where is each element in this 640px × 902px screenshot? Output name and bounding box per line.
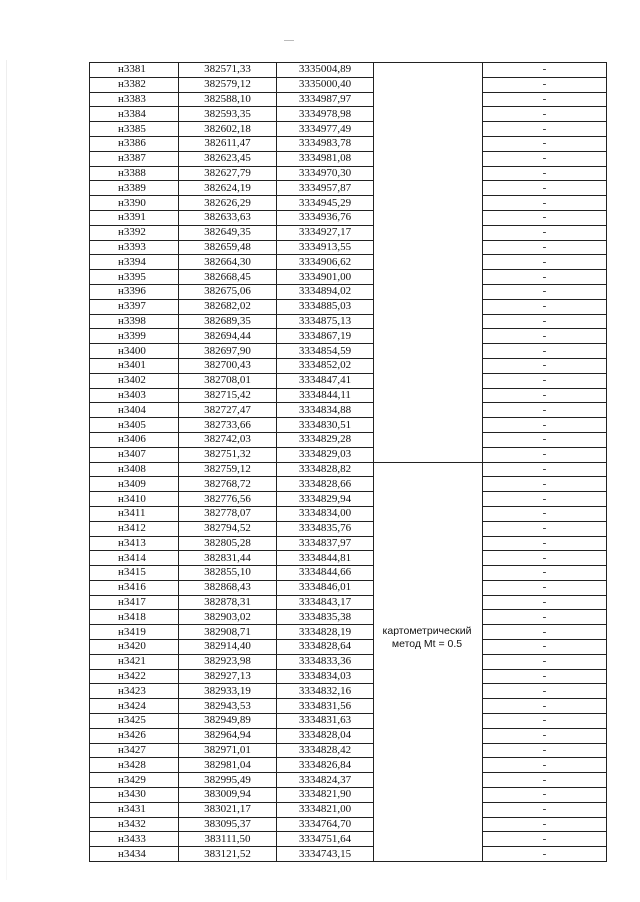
coordinates-table-body [90,63,607,862]
coord-x: 382593,35 [179,107,277,122]
point-id: н3433 [90,832,179,847]
coord-y: 3334977,49 [277,122,374,137]
coord-y: 3334828,64 [277,640,374,655]
coord-y: 3334828,04 [277,728,374,743]
point-id: н3400 [90,344,179,359]
table-row [90,136,607,151]
point-id: н3434 [90,847,179,862]
coord-y: 3334957,87 [277,181,374,196]
point-id: н3416 [90,580,179,595]
point-id: н3385 [90,122,179,137]
dash-cell: - [483,699,607,714]
table-row [90,817,607,832]
table-row [90,788,607,803]
coord-y: 3334978,98 [277,107,374,122]
table-row [90,122,607,137]
table-row [90,240,607,255]
point-id: н3410 [90,492,179,507]
dash-cell: - [483,773,607,788]
table-row [90,595,607,610]
coord-x: 382831,44 [179,551,277,566]
point-id: н3422 [90,669,179,684]
point-id: н3426 [90,728,179,743]
point-id: н3431 [90,802,179,817]
dash-cell: - [483,240,607,255]
coord-y: 3334824,37 [277,773,374,788]
table-row [90,284,607,299]
coord-y: 3334828,19 [277,625,374,640]
point-id: н3381 [90,63,179,78]
table-row [90,432,607,447]
dash-cell: - [483,817,607,832]
table-row [90,373,607,388]
coord-y: 3334828,66 [277,477,374,492]
table-row [90,92,607,107]
point-id: н3404 [90,403,179,418]
dash-cell: - [483,788,607,803]
coord-y: 3334847,41 [277,373,374,388]
dash-cell: - [483,77,607,92]
coord-x: 382805,28 [179,536,277,551]
dash-cell: - [483,743,607,758]
coord-y: 3334831,63 [277,714,374,729]
dash-cell: - [483,462,607,477]
dash-cell: - [483,136,607,151]
coord-y: 3334832,16 [277,684,374,699]
point-id: н3387 [90,151,179,166]
coord-x: 382794,52 [179,521,277,536]
dash-cell: - [483,166,607,181]
point-id: н3403 [90,388,179,403]
coord-y: 3334875,13 [277,314,374,329]
point-id: н3383 [90,92,179,107]
coord-x: 382588,10 [179,92,277,107]
table-row [90,151,607,166]
dash-cell: - [483,625,607,640]
coord-x: 382908,71 [179,625,277,640]
coord-y: 3334833,36 [277,654,374,669]
point-id: н3401 [90,358,179,373]
table-row [90,299,607,314]
dash-cell: - [483,832,607,847]
coord-x: 383009,94 [179,788,277,803]
table-row [90,521,607,536]
method-cell-lower [374,462,483,862]
coord-x: 383095,37 [179,817,277,832]
coord-y: 3334852,02 [277,358,374,373]
point-id: н3393 [90,240,179,255]
coord-x: 382878,31 [179,595,277,610]
point-id: н3430 [90,788,179,803]
method-cell-upper [374,63,483,463]
dash-cell: - [483,418,607,433]
dash-cell: - [483,63,607,78]
coord-x: 382664,30 [179,255,277,270]
coord-y: 3334835,38 [277,610,374,625]
point-id: н3384 [90,107,179,122]
point-id: н3399 [90,329,179,344]
point-id: н3412 [90,521,179,536]
point-id: н3417 [90,595,179,610]
coordinates-table [89,62,607,862]
table-row [90,492,607,507]
coord-y: 3334764,70 [277,817,374,832]
coord-x: 382778,07 [179,506,277,521]
dash-cell: - [483,151,607,166]
point-id: н3427 [90,743,179,758]
coord-y: 3334854,59 [277,344,374,359]
point-id: н3388 [90,166,179,181]
coord-y: 3334843,17 [277,595,374,610]
dash-cell: - [483,580,607,595]
method-note [371,625,483,651]
coord-y: 3334829,03 [277,447,374,462]
coord-x: 383111,50 [179,832,277,847]
table-row [90,388,607,403]
table-row [90,166,607,181]
coord-y: 3334894,02 [277,284,374,299]
coord-x: 382964,94 [179,728,277,743]
coord-y: 3334844,66 [277,566,374,581]
table-row [90,684,607,699]
point-id: н3391 [90,210,179,225]
coord-x: 382649,35 [179,225,277,240]
dash-cell: - [483,477,607,492]
coord-x: 382697,90 [179,344,277,359]
table-row [90,477,607,492]
coord-x: 382927,13 [179,669,277,684]
dash-cell: - [483,388,607,403]
coord-y: 3334829,28 [277,432,374,447]
coord-y: 3334885,03 [277,299,374,314]
coord-y: 3334828,82 [277,462,374,477]
coord-y: 3334834,88 [277,403,374,418]
table-row [90,610,607,625]
table-row [90,77,607,92]
dash-cell: - [483,640,607,655]
table-row [90,196,607,211]
point-id: н3407 [90,447,179,462]
coord-x: 382914,40 [179,640,277,655]
dash-cell: - [483,329,607,344]
dash-cell: - [483,270,607,285]
dash-cell: - [483,654,607,669]
coord-y: 3334913,55 [277,240,374,255]
coord-y: 3334936,76 [277,210,374,225]
point-id: н3402 [90,373,179,388]
coord-y: 3334987,97 [277,92,374,107]
table-row [90,63,607,78]
coord-y: 3334837,97 [277,536,374,551]
coord-y: 3334743,15 [277,847,374,862]
coord-y: 3334981,08 [277,151,374,166]
dash-cell: - [483,758,607,773]
coord-x: 382727,47 [179,403,277,418]
table-row [90,580,607,595]
point-id: н3392 [90,225,179,240]
coord-x: 382742,03 [179,432,277,447]
coord-x: 382682,02 [179,299,277,314]
coord-y: 3334821,00 [277,802,374,817]
dash-cell: - [483,728,607,743]
coord-y: 3335004,89 [277,63,374,78]
coord-x: 382981,04 [179,758,277,773]
coord-y: 3335000,40 [277,77,374,92]
dash-cell: - [483,432,607,447]
table-row [90,225,607,240]
point-id: н3382 [90,77,179,92]
point-id: н3396 [90,284,179,299]
table-row [90,447,607,462]
coord-y: 3334901,00 [277,270,374,285]
coord-y: 3334983,78 [277,136,374,151]
dash-cell: - [483,492,607,507]
table-row [90,758,607,773]
coord-y: 3334844,81 [277,551,374,566]
point-id: н3411 [90,506,179,521]
coord-x: 382733,66 [179,418,277,433]
table-row [90,743,607,758]
coord-x: 382995,49 [179,773,277,788]
table-row [90,210,607,225]
table-row [90,832,607,847]
point-id: н3390 [90,196,179,211]
dash-cell: - [483,802,607,817]
table-row [90,462,607,477]
table-row [90,255,607,270]
table-row [90,329,607,344]
coord-x: 382903,02 [179,610,277,625]
table-row [90,270,607,285]
dash-cell: - [483,373,607,388]
coord-y: 3334828,42 [277,743,374,758]
coord-x: 382700,43 [179,358,277,373]
coord-y: 3334831,56 [277,699,374,714]
point-id: н3405 [90,418,179,433]
coord-y: 3334826,84 [277,758,374,773]
point-id: н3425 [90,714,179,729]
coord-y: 3334829,94 [277,492,374,507]
coord-x: 382668,45 [179,270,277,285]
dash-cell: - [483,225,607,240]
point-id: н3398 [90,314,179,329]
coord-y: 3334834,03 [277,669,374,684]
dash-cell: - [483,314,607,329]
coord-x: 382759,12 [179,462,277,477]
coord-x: 382579,12 [179,77,277,92]
point-id: н3386 [90,136,179,151]
coord-x: 382776,56 [179,492,277,507]
point-id: н3414 [90,551,179,566]
dash-cell: - [483,210,607,225]
point-id: н3395 [90,270,179,285]
point-id: н3406 [90,432,179,447]
point-id: н3429 [90,773,179,788]
dash-cell: - [483,92,607,107]
table-row [90,418,607,433]
point-id: н3408 [90,462,179,477]
dash-cell: - [483,181,607,196]
page-mark [284,40,294,41]
dash-cell: - [483,684,607,699]
coord-x: 382675,06 [179,284,277,299]
point-id: н3413 [90,536,179,551]
coord-x: 382933,19 [179,684,277,699]
table-row [90,107,607,122]
coord-x: 383121,52 [179,847,277,862]
dash-cell: - [483,403,607,418]
point-id: н3420 [90,640,179,655]
dash-cell: - [483,447,607,462]
dash-cell: - [483,299,607,314]
table-row [90,403,607,418]
coord-x: 382943,53 [179,699,277,714]
dash-cell: - [483,669,607,684]
coord-x: 382868,43 [179,580,277,595]
coord-x: 382626,29 [179,196,277,211]
coord-y: 3334927,17 [277,225,374,240]
dash-cell: - [483,506,607,521]
dash-cell: - [483,358,607,373]
coord-y: 3334835,76 [277,521,374,536]
coord-x: 382689,35 [179,314,277,329]
method-line-2: метод Mt = 0.5 [391,638,463,650]
coord-x: 382708,01 [179,373,277,388]
coord-x: 382923,98 [179,654,277,669]
table-row [90,773,607,788]
point-id: н3432 [90,817,179,832]
table-row [90,640,607,655]
coord-y: 3334846,01 [277,580,374,595]
coord-x: 382694,44 [179,329,277,344]
coord-y: 3334751,64 [277,832,374,847]
coord-x: 382611,47 [179,136,277,151]
point-id: н3418 [90,610,179,625]
coord-x: 382602,18 [179,122,277,137]
dash-cell: - [483,610,607,625]
coord-x: 382633,63 [179,210,277,225]
coord-y: 3334867,19 [277,329,374,344]
coord-y: 3334830,51 [277,418,374,433]
method-line-1: картометрический [382,625,472,637]
dash-cell: - [483,551,607,566]
point-id: н3415 [90,566,179,581]
table-row [90,551,607,566]
table-row [90,625,607,640]
point-id: н3389 [90,181,179,196]
dash-cell: - [483,284,607,299]
dash-cell: - [483,536,607,551]
table-row [90,728,607,743]
coord-y: 3334844,11 [277,388,374,403]
table-row [90,536,607,551]
point-id: н3424 [90,699,179,714]
table-row [90,344,607,359]
dash-cell: - [483,595,607,610]
coord-x: 382715,42 [179,388,277,403]
coord-x: 382949,89 [179,714,277,729]
table-row [90,802,607,817]
coord-y: 3334834,00 [277,506,374,521]
dash-cell: - [483,714,607,729]
coord-y: 3334945,29 [277,196,374,211]
coord-y: 3334821,90 [277,788,374,803]
table-row [90,669,607,684]
point-id: н3397 [90,299,179,314]
table-row [90,181,607,196]
dash-cell: - [483,122,607,137]
coord-x: 383021,17 [179,802,277,817]
coord-x: 382627,79 [179,166,277,181]
table-row [90,714,607,729]
dash-cell: - [483,521,607,536]
table-row [90,506,607,521]
table-row [90,847,607,862]
scan-edge [6,60,7,880]
dash-cell: - [483,566,607,581]
table-row [90,654,607,669]
coord-x: 382751,32 [179,447,277,462]
point-id: н3423 [90,684,179,699]
point-id: н3409 [90,477,179,492]
point-id: н3419 [90,625,179,640]
table-row [90,699,607,714]
point-id: н3428 [90,758,179,773]
dash-cell: - [483,344,607,359]
coord-x: 382855,10 [179,566,277,581]
coord-y: 3334970,30 [277,166,374,181]
coord-x: 382571,33 [179,63,277,78]
point-id: н3394 [90,255,179,270]
dash-cell: - [483,847,607,862]
dash-cell: - [483,196,607,211]
point-id: н3421 [90,654,179,669]
coord-y: 3334906,62 [277,255,374,270]
coord-x: 382971,01 [179,743,277,758]
table-row [90,566,607,581]
table-row [90,314,607,329]
dash-cell: - [483,255,607,270]
coord-x: 382659,48 [179,240,277,255]
coord-x: 382624,19 [179,181,277,196]
coord-x: 382768,72 [179,477,277,492]
table-row [90,358,607,373]
dash-cell: - [483,107,607,122]
coord-x: 382623,45 [179,151,277,166]
